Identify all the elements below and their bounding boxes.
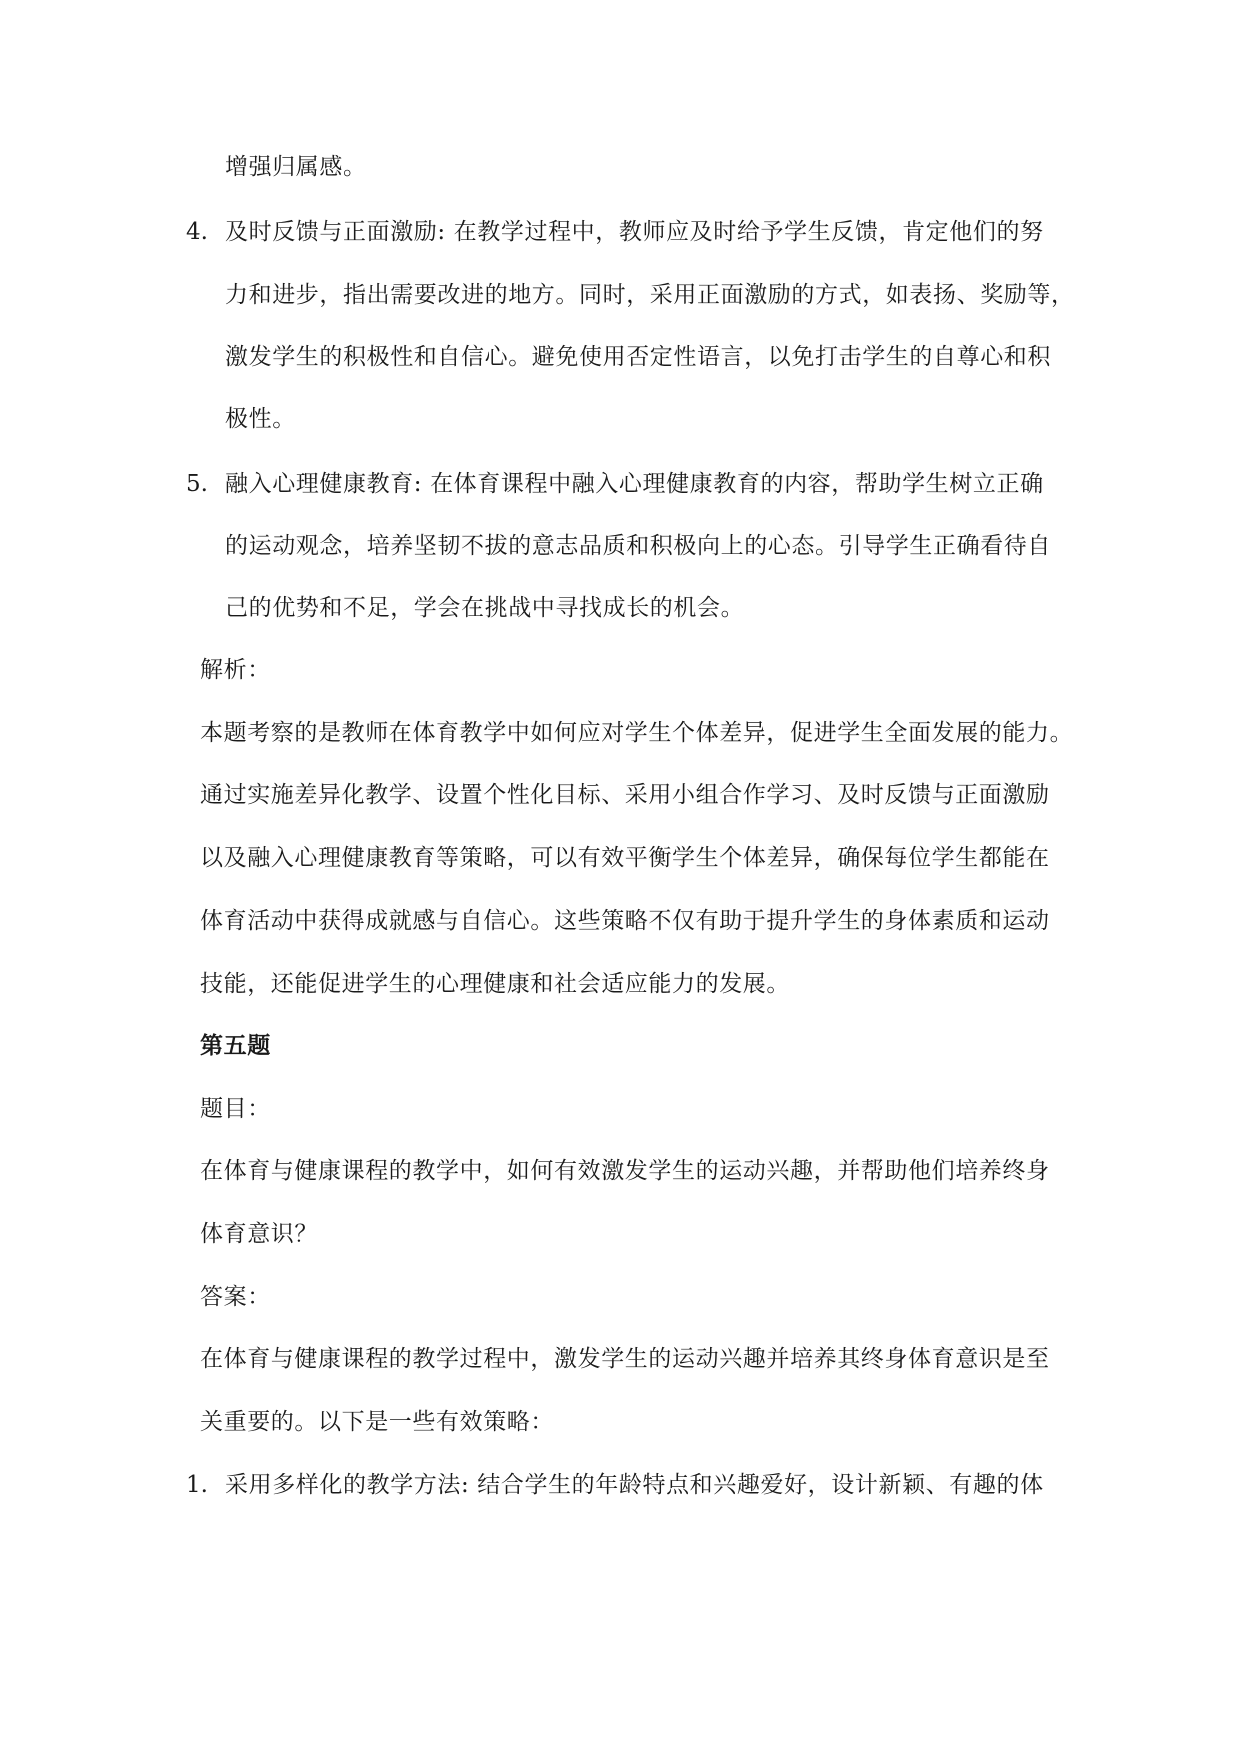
analysis-text: 通过实施差异化教学、设置个性化目标、采用小组合作学习、及时反馈与正面激励 xyxy=(200,782,1050,808)
answer-label: 答案： xyxy=(200,1284,271,1310)
list-item-text: 的运动观念，培养坚韧不拔的意志品质和积极向上的心态。引导学生正确看待自 xyxy=(225,533,1051,559)
answer-text: 在体育与健康课程的教学过程中，激发学生的运动兴趣并培养其终身体育意识是至 xyxy=(200,1346,1050,1372)
analysis-text: 以及融入心理健康教育等策略，可以有效平衡学生个体差异，确保每位学生都能在 xyxy=(200,845,1050,871)
list-item-text: 极性。 xyxy=(225,406,296,432)
list-item-title: 融入心理健康教育: xyxy=(225,471,423,497)
list-item-text: 在体育课程中融入心理健康教育的内容，帮助学生树立正确 xyxy=(430,471,1044,497)
section-heading: 第五题 xyxy=(200,1032,271,1059)
continuation-text: 增强归属感。 xyxy=(225,154,367,180)
list-item xyxy=(225,1470,1105,1500)
list-item-number: 4. xyxy=(186,219,208,245)
question-text: 体育意识？ xyxy=(200,1221,318,1247)
list-item-title: 及时反馈与正面激励: xyxy=(225,219,446,245)
list-item-number: 1. xyxy=(186,1472,208,1498)
analysis-label: 解析： xyxy=(200,657,271,683)
list-item xyxy=(225,217,1105,247)
list-item-text: 激发学生的积极性和自信心。避免使用否定性语言，以免打击学生的自尊心和积 xyxy=(225,344,1051,370)
analysis-text: 技能，还能促进学生的心理健康和社会适应能力的发展。 xyxy=(200,971,790,997)
list-item-text: 力和进步，指出需要改进的地方。同时，采用正面激励的方式，如表扬、奖励等， xyxy=(225,282,1075,308)
analysis-text: 本题考察的是教师在体育教学中如何应对学生个体差异，促进学生全面发展的能力。 xyxy=(200,720,1074,746)
list-item-text: 己的优势和不足，学会在挑战中寻找成长的机会。 xyxy=(225,595,745,621)
question-label: 题目： xyxy=(200,1096,271,1122)
list-item-title: 采用多样化的教学方法: xyxy=(225,1472,470,1498)
analysis-text: 体育活动中获得成就感与自信心。这些策略不仅有助于提升学生的身体素质和运动 xyxy=(200,908,1050,934)
question-text: 在体育与健康课程的教学中，如何有效激发学生的运动兴趣，并帮助他们培养终身 xyxy=(200,1158,1050,1184)
list-item-text: 在教学过程中，教师应及时给予学生反馈，肯定他们的努 xyxy=(453,219,1044,245)
list-item-text: 结合学生的年龄特点和兴趣爱好，设计新颖、有趣的体 xyxy=(477,1472,1044,1498)
list-item xyxy=(225,469,1105,499)
answer-text: 关重要的。以下是一些有效策略： xyxy=(200,1409,554,1435)
list-item-number: 5. xyxy=(186,471,208,497)
